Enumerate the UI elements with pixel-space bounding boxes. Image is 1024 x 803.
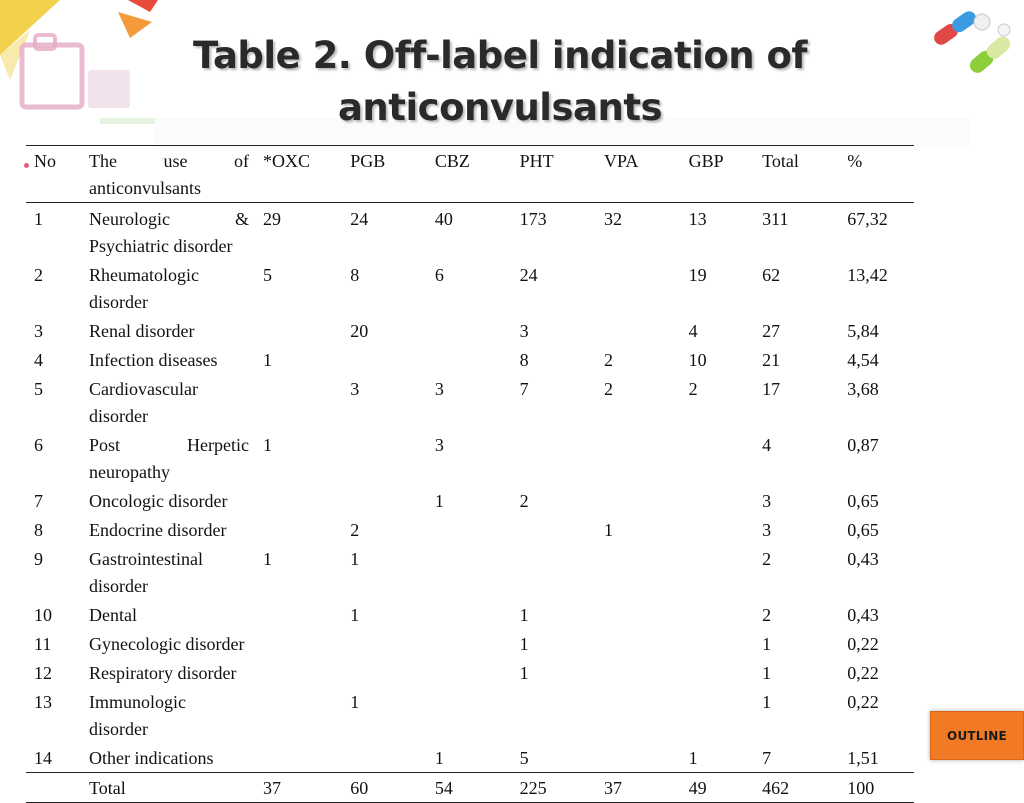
cell-pgb: [342, 658, 427, 687]
total-percent: 100: [839, 773, 914, 803]
cell-gbp: [681, 544, 755, 600]
table-row: [26, 430, 914, 486]
cell-use: Respiratory disorder: [89, 663, 237, 683]
cell-percent: 13,42: [847, 265, 888, 285]
table-row: [26, 743, 914, 773]
cell-total: 7: [762, 748, 772, 768]
cell-gbp: [681, 486, 755, 515]
cell-no: 13: [34, 692, 52, 712]
cell-gbp: [681, 430, 755, 486]
cell-gbp: [681, 658, 755, 687]
cell-vpa: 2: [604, 350, 614, 370]
header-pht: PHT: [512, 146, 596, 203]
cell-percent: 0,65: [847, 520, 879, 540]
cell-no: 8: [34, 520, 43, 540]
cell-oxc: [255, 687, 342, 743]
cell-use: Dental: [89, 605, 138, 625]
table-row: [26, 629, 914, 658]
cell-gbp: 10: [688, 350, 707, 370]
cell-use: Cardiovascular disorder: [89, 379, 198, 426]
cell-oxc: [255, 486, 342, 515]
cell-cbz: 3: [434, 379, 444, 399]
header-no: No: [26, 146, 81, 203]
cell-pht: 24: [519, 265, 538, 285]
cell-cbz: [427, 316, 512, 345]
cell-total: 1: [762, 692, 772, 712]
cell-cbz: 3: [434, 435, 444, 455]
cell-vpa: 2: [604, 379, 614, 399]
cell-cbz: 6: [434, 265, 444, 285]
cell-cbz: 1: [434, 748, 444, 768]
cell-percent: 0,65: [847, 491, 879, 511]
cell-vpa: 32: [604, 209, 623, 229]
table-row: [26, 374, 914, 430]
cell-use: Post Herpetic neuropathy: [89, 435, 250, 482]
cell-pgb: 1: [350, 549, 360, 569]
cell-use: Neurologic & Psychiatric disorder: [89, 209, 250, 256]
cell-percent: 0,43: [847, 605, 879, 625]
header-use: The use of anticonvulsants: [81, 146, 255, 203]
table-total-row: [26, 773, 914, 803]
outline-button[interactable]: OUTLINE: [930, 711, 1024, 760]
cell-cbz: [427, 629, 512, 658]
pills-icon: [924, 0, 1024, 90]
cell-total: 3: [762, 520, 772, 540]
table-row: [26, 203, 914, 261]
cell-total: 1: [762, 634, 772, 654]
table-row: [26, 600, 914, 629]
cell-pgb: 2: [350, 520, 360, 540]
cell-use: Immunologic disorder: [89, 692, 187, 739]
cell-pgb: [342, 430, 427, 486]
cell-pht: 173: [519, 209, 547, 229]
cell-total: 17: [762, 379, 781, 399]
cell-vpa: [596, 600, 681, 629]
total-no-cell: [26, 773, 81, 803]
cell-oxc: [255, 515, 342, 544]
cell-oxc: [255, 743, 342, 773]
cell-oxc: 1: [263, 549, 273, 569]
cell-total: 21: [762, 350, 781, 370]
cell-oxc: 1: [263, 435, 273, 455]
table-row: [26, 345, 914, 374]
cell-percent: 4,54: [847, 350, 879, 370]
cell-no: 2: [34, 265, 43, 285]
header-total: Total: [754, 146, 839, 203]
cell-pht: 1: [519, 605, 529, 625]
cell-no: 10: [34, 605, 52, 625]
cell-cbz: [427, 600, 512, 629]
header-gbp: GBP: [681, 146, 755, 203]
cell-oxc: [255, 600, 342, 629]
cell-pgb: [342, 345, 427, 374]
table-header-row: [26, 146, 914, 203]
cell-percent: 0,22: [847, 634, 879, 654]
header-percent: %: [839, 146, 914, 203]
cell-pht: [512, 515, 596, 544]
cell-gbp: [681, 687, 755, 743]
cell-oxc: [255, 316, 342, 345]
cell-total: 1: [762, 663, 772, 683]
cell-total: 311: [762, 209, 789, 229]
total-pht: 225: [512, 773, 596, 803]
cell-use: Gynecologic disorder: [89, 634, 245, 654]
cell-percent: 0,22: [847, 663, 879, 683]
cell-total: 3: [762, 491, 772, 511]
cell-use: Rheumatologic disorder: [89, 265, 200, 312]
cell-cbz: 40: [434, 209, 453, 229]
cell-vpa: [596, 316, 681, 345]
page-title: Table 2. Off-label indication of anticonvulsants: [192, 34, 808, 129]
cell-percent: 1,51: [847, 748, 879, 768]
table-row: [26, 260, 914, 316]
total-oxc: 37: [255, 773, 342, 803]
cell-pgb: [342, 629, 427, 658]
cell-total: 2: [762, 605, 772, 625]
cell-oxc: 29: [263, 209, 282, 229]
total-total: 462: [754, 773, 839, 803]
cell-vpa: [596, 260, 681, 316]
cell-pgb: 8: [350, 265, 360, 285]
table-row: [26, 544, 914, 600]
cell-oxc: [255, 629, 342, 658]
cell-gbp: [681, 600, 755, 629]
cell-total: 2: [762, 549, 772, 569]
table-row: [26, 687, 914, 743]
header-vpa: VPA: [596, 146, 681, 203]
cell-vpa: [596, 658, 681, 687]
cell-use: Endocrine disorder: [89, 520, 227, 540]
cell-percent: 3,68: [847, 379, 879, 399]
cell-pht: [512, 430, 596, 486]
cell-pgb: 1: [350, 605, 360, 625]
cell-vpa: [596, 629, 681, 658]
cell-no: 3: [34, 321, 43, 341]
cell-use: Gastrointestinal disorder: [89, 549, 204, 596]
cell-gbp: 19: [688, 265, 707, 285]
cell-pht: 1: [519, 634, 529, 654]
cell-gbp: 4: [688, 321, 698, 341]
cell-vpa: 1: [604, 520, 614, 540]
cell-pgb: 3: [350, 379, 360, 399]
cell-gbp: 13: [688, 209, 707, 229]
cell-no: 11: [34, 634, 52, 654]
cell-gbp: [681, 515, 755, 544]
cell-oxc: 5: [263, 265, 273, 285]
cell-no: 5: [34, 379, 43, 399]
cell-oxc: [255, 374, 342, 430]
cell-use: Infection diseases: [89, 350, 218, 370]
cell-use: Other indications: [89, 748, 214, 768]
cell-vpa: [596, 430, 681, 486]
cell-pht: 3: [519, 321, 529, 341]
cell-pgb: 24: [350, 209, 369, 229]
cell-vpa: [596, 687, 681, 743]
cell-percent: 5,84: [847, 321, 879, 341]
cell-cbz: 1: [434, 491, 444, 511]
cell-gbp: 2: [688, 379, 698, 399]
cell-vpa: [596, 544, 681, 600]
cell-pht: 2: [519, 491, 529, 511]
cell-oxc: 1: [263, 350, 273, 370]
cell-percent: 0,22: [847, 692, 879, 712]
cell-use: Oncologic disorder: [89, 491, 228, 511]
cell-pgb: [342, 743, 427, 773]
total-label: Total: [81, 773, 255, 803]
cell-pht: [512, 687, 596, 743]
cell-cbz: [427, 345, 512, 374]
cell-gbp: 1: [688, 748, 698, 768]
header-pgb: PGB: [342, 146, 427, 203]
cell-oxc: [255, 658, 342, 687]
cell-gbp: [681, 629, 755, 658]
cell-total: 27: [762, 321, 781, 341]
cell-pht: 8: [519, 350, 529, 370]
cell-pgb: [342, 486, 427, 515]
header-oxc: *OXC: [255, 146, 342, 203]
table-row: [26, 316, 914, 345]
table-row: [26, 486, 914, 515]
table-row: [26, 515, 914, 544]
cell-percent: 0,43: [847, 549, 879, 569]
cell-pht: [512, 544, 596, 600]
cell-pgb: 20: [350, 321, 369, 341]
cell-total: 4: [762, 435, 772, 455]
table-row: [26, 658, 914, 687]
cell-pgb: 1: [350, 692, 360, 712]
cell-vpa: [596, 743, 681, 773]
total-gbp: 49: [681, 773, 755, 803]
cell-percent: 0,87: [847, 435, 879, 455]
cell-no: 4: [34, 350, 43, 370]
header-cbz: CBZ: [427, 146, 512, 203]
anticonvulsants-table: [26, 145, 914, 803]
cell-pht: 1: [519, 663, 529, 683]
cell-no: 7: [34, 491, 43, 511]
cell-pht: 5: [519, 748, 529, 768]
cell-total: 62: [762, 265, 781, 285]
cell-use: Renal disorder: [89, 321, 195, 341]
cell-no: 14: [34, 748, 52, 768]
cell-cbz: [427, 544, 512, 600]
cell-cbz: [427, 687, 512, 743]
cell-percent: 67,32: [847, 209, 888, 229]
decorative-shapes-graphic: [0, 0, 160, 150]
cell-no: 12: [34, 663, 52, 683]
total-vpa: 37: [596, 773, 681, 803]
cell-vpa: [596, 486, 681, 515]
cell-cbz: [427, 515, 512, 544]
cell-no: 6: [34, 435, 43, 455]
cell-pht: 7: [519, 379, 529, 399]
cell-no: 9: [34, 549, 43, 569]
cell-cbz: [427, 658, 512, 687]
cell-no: 1: [34, 209, 43, 229]
total-cbz: 54: [427, 773, 512, 803]
total-pgb: 60: [342, 773, 427, 803]
